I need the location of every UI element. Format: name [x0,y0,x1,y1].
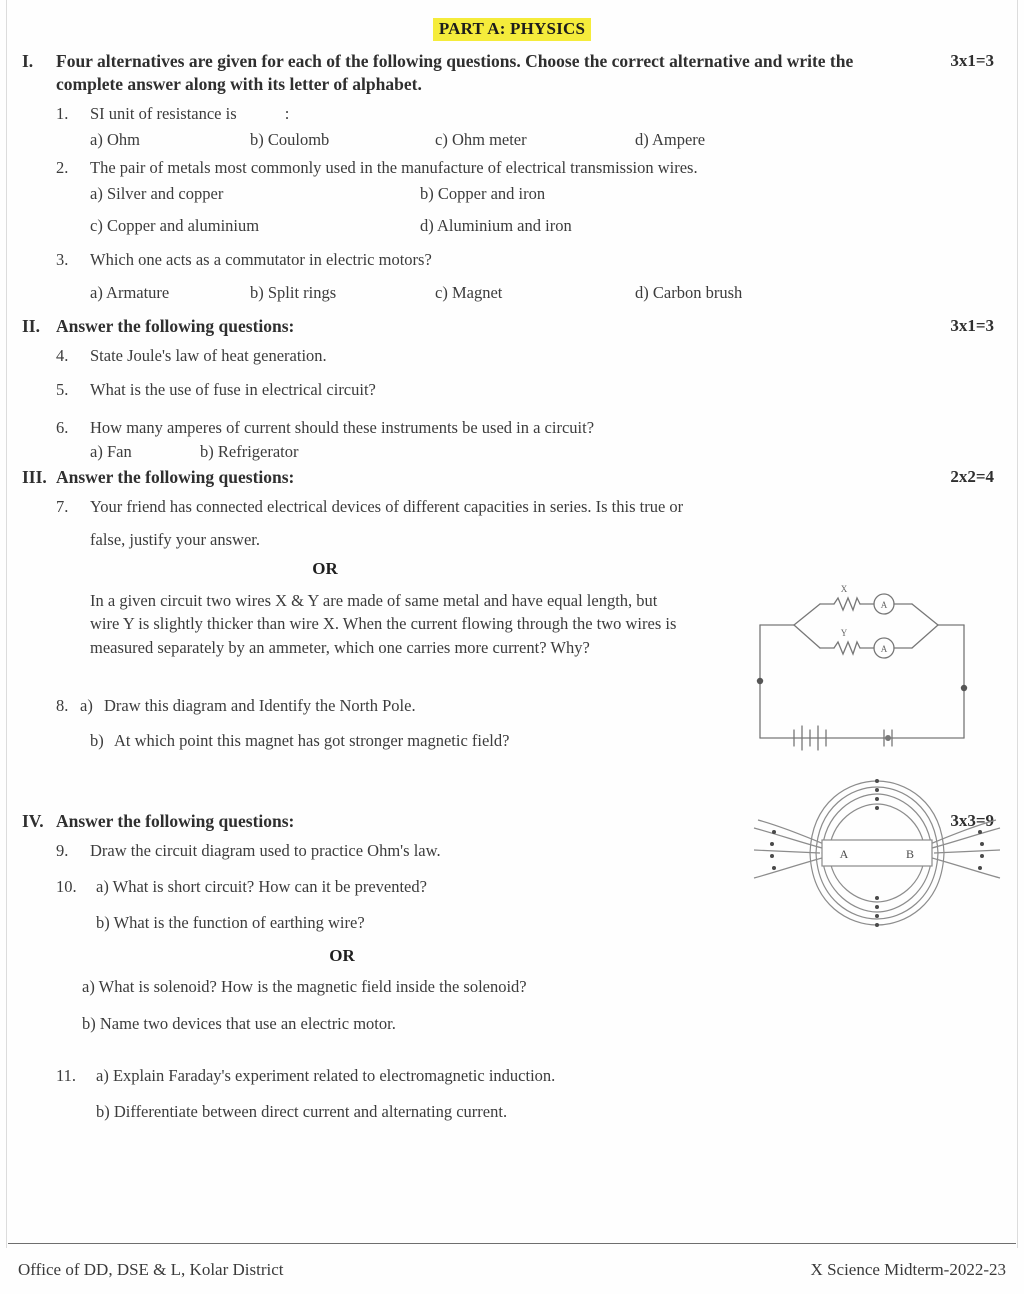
question-4 [22,345,1002,367]
section-heading-III [22,466,1002,489]
junction-dot [961,685,967,691]
question-11 [22,1065,1002,1087]
section-marks: 2x2=4 [950,466,994,486]
question-text: Your friend has connected electrical devices of different capacities in series. Is this true or [90,496,684,516]
question-7-alternative: In a given circuit two wires X & Y are made of same metal and have equal length, but wire Y is slightly thicker than wire X. When the current flowing through the two wires is measured separately by an ammeter, which one carries more current? Why? [90,590,677,657]
question-number: 4. [56,345,69,365]
option-a[interactable]: a) Armature [90,282,170,302]
section-text: Four alternatives are given for each of the following questions. Choose the correct alternative and write the complete answer along with its letter of alphabet. [56,51,854,94]
section-text: Answer the following questions: [56,811,295,832]
footer-left-text: Office of DD, DSE & L, Kolar District [18,1260,284,1279]
option-c[interactable]: c) Ohm meter [435,129,527,149]
question-3-options [90,283,1002,303]
magnet-diagram-figure [752,778,1002,928]
option-b[interactable]: b) Copper and iron [420,183,546,203]
magnet-diagram-svg [752,778,1002,928]
section-marks: 3x1=3 [950,51,994,70]
question-1-stem: SI unit of resistance is [90,103,237,123]
question-1-options [90,130,1002,150]
circuit-diagram-svg [742,578,1002,756]
option-a[interactable]: a) Fan [90,441,132,461]
section-text: Answer the following questions: [56,466,295,487]
part-a-text: Draw this diagram and Identify the North Pole. [104,696,416,716]
part-label-b: b) [90,731,104,751]
question-number: 6. [56,417,69,437]
circuit-diagram-figure [742,578,1002,756]
magnet-pole-a-label: A [839,847,849,861]
question-3 [22,249,1002,271]
question-text: How many amperes of current should these instruments be used in a circuit? [90,417,595,437]
question-number: 9. [56,841,69,861]
part-label-a: a) [80,696,93,716]
question-6-options [90,442,1002,462]
option-a[interactable]: a) Ohm [90,129,140,149]
option-d[interactable]: d) Aluminium and iron [420,215,572,235]
question-number: 7. [56,496,69,516]
question-5 [22,379,1002,401]
magnet-pole-b-label: B [905,847,915,861]
option-c[interactable]: c) Copper and aluminium [90,215,260,235]
part-b-text: At which point this magnet has got stronger magnetic field? [114,731,510,751]
question-text: Which one acts as a commutator in electric motors? [90,249,432,269]
question-text: The pair of metals most commonly used in the manufacture of electrical transmission wires. [90,157,698,177]
option-b[interactable]: b) Split rings [250,282,337,302]
question-number: 3. [56,249,69,269]
question-10-part-b: b) What is the function of earthing wire? [96,913,365,933]
question-7-text-line-2: false, justify your answer. [90,529,261,549]
option-c[interactable]: c) Magnet [435,282,503,302]
question-2-options-row-2 [90,216,1002,236]
question-text [90,103,1002,125]
page-footer [18,1260,1006,1280]
question-number: 5. [56,379,69,399]
or-divider-q7: OR [312,558,338,578]
question-text: Draw the circuit diagram used to practice Ohm's law. [90,841,441,861]
section-numeral: IV. [22,811,44,832]
question-number: 2. [56,157,69,177]
option-a[interactable]: a) Silver and copper [90,183,224,203]
section-numeral: II. [22,315,40,336]
question-6 [22,417,1002,439]
question-10-part-a: a) What is short circuit? How can it be prevented? [96,877,427,897]
option-b[interactable]: b) Refrigerator [200,441,299,461]
wire-y-label: Y [840,628,848,638]
ammeter-label-bottom: A [880,644,888,654]
question-10-alt-b: b) Name two devices that use an electric motor. [82,1013,396,1033]
question-7 [22,496,1002,518]
section-marks: 3x1=3 [950,315,994,335]
junction-dot [757,678,763,684]
question-1 [22,103,1002,125]
question-2 [22,157,1002,179]
question-number: 10. [56,877,77,897]
question-number: 11. [56,1065,77,1085]
question-10-alt-a: a) What is solenoid? How is the magnetic field inside the solenoid? [82,977,527,997]
question-text: State Joule's law of heat generation. [90,345,327,365]
footer-divider [8,1243,1016,1244]
section-numeral: III. [22,466,47,487]
section-numeral: I. [22,51,34,71]
question-11-part-a: a) Explain Faraday's experiment related to electromagnetic induction. [96,1065,556,1085]
section-heading-II [22,315,1002,338]
question-number: 1. [56,103,69,123]
footer-right-text: X Science Midterm-2022-23 [810,1260,1006,1279]
part-title-row [22,18,1002,41]
part-title: PART A: PHYSICS [433,18,591,41]
section-text: Answer the following questions: [56,315,295,336]
or-divider-q10: OR [329,946,355,966]
option-d[interactable]: d) Ampere [635,129,706,149]
question-2-options-row-1 [90,184,1002,204]
option-d[interactable]: d) Carbon brush [635,282,743,302]
question-1-colon: : [284,103,290,123]
wire-x-label: X [840,584,848,594]
section-marks: 3x3=9 [950,811,994,831]
question-number: 8. [56,696,69,716]
bar-magnet-body [822,840,932,866]
option-b[interactable]: b) Coulomb [250,129,330,149]
question-11-part-b: b) Differentiate between direct current and alternating current. [96,1101,508,1121]
ammeter-label-top: A [880,600,888,610]
question-text: What is the use of fuse in electrical circuit? [90,379,376,399]
section-heading-I [22,50,1002,96]
